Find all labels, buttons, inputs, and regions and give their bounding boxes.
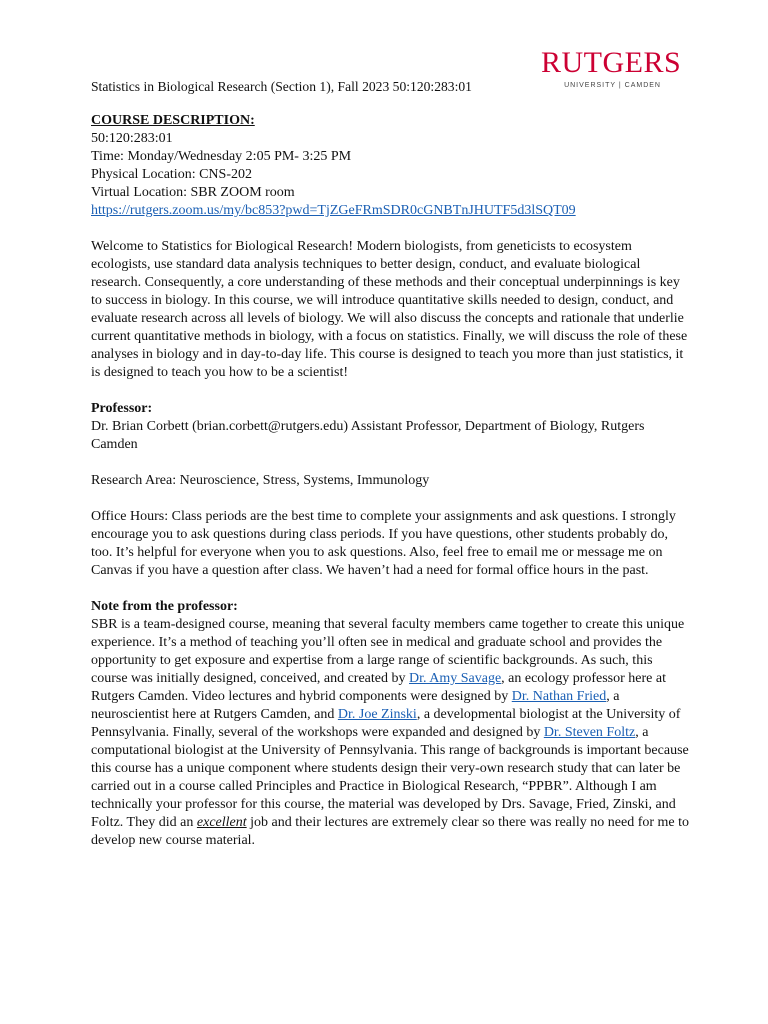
- course-header-line: Statistics in Biological Research (Section 1), Fall 2023 50:120:283:01: [91, 79, 472, 94]
- rutgers-camden-logo: [541, 46, 682, 90]
- link-nathan-fried[interactable]: Dr. Nathan Fried: [511, 689, 607, 704]
- spacer: [91, 580, 691, 598]
- spacer: [91, 382, 691, 400]
- note-text-3: , a neuroscientist here at Rutgers Camden, and: [91, 689, 620, 722]
- professor-title: Professor:: [91, 401, 153, 416]
- research-area: Research Area: Neuroscience, Stress, Systems, Immunology: [91, 473, 430, 488]
- note-text-2: , an ecology professor here at Rutgers Camden. Video lectures and hybrid components were designed by: [91, 671, 666, 704]
- emphasis-excellent: excellent: [196, 815, 247, 830]
- document-body: [91, 112, 691, 850]
- note-paragraph: [91, 616, 691, 850]
- note-title: Note from the professor:: [91, 599, 238, 614]
- course-time: Time: Monday/Wednesday 2:05 PM- 3:25 PM: [91, 149, 352, 164]
- spacer: [91, 220, 691, 238]
- note-text-1: SBR is a team-designed course, meaning that several faculty members came together to create this unique experience. It’s a method of teaching you’ll often see in medical and graduate school and provides the opportunity to get exposure and expertise from a large range of scientific backgrounds. As such, this course was initially designed, conceived, and created by: [91, 617, 685, 686]
- welcome-paragraph: Welcome to Statistics for Biological Research! Modern biologists, from geneticists to ecosystem ecologists, use standard data analysis techniques to better design, conduct, and evaluate biological research. Consequently, a core understanding of these methods and their conceptual underpinnings is key to success in biology. In this course, we will introduce quantitative skills needed to design, conduct, and evaluate research across all levels of biology. We will also discuss the concepts and rationale that underlie current quantitative methods in biology, with a focus on statistics. Finally, we will discuss the role of these analyses in biology and in day-to-day life. This course is designed to teach you more than just statistics, it is designed to teach you how to be a scientist!: [91, 239, 688, 380]
- spacer: [91, 490, 691, 508]
- link-joe-zinski[interactable]: Dr. Joe Zinski: [337, 707, 417, 722]
- logo-subtitle: UNIVERSITY | CAMDEN: [564, 82, 661, 89]
- virtual-location: Virtual Location: SBR ZOOM room: [91, 185, 295, 200]
- spacer: [91, 454, 691, 472]
- professor-description: Dr. Brian Corbett (brian.corbett@rutgers.edu) Assistant Professor, Department of Biology, Rutgers Camden: [91, 419, 645, 452]
- physical-location: Physical Location: CNS-202: [91, 167, 252, 182]
- zoom-link[interactable]: https://rutgers.zoom.us/my/bc853?pwd=TjZGeFRmSDR0cGNBTnJHUTF5d3lSQT09: [91, 203, 576, 218]
- logo-wordmark: RUTGERS: [541, 46, 682, 79]
- course-description-title: COURSE DESCRIPTION:: [91, 113, 255, 128]
- note-text-4: , a developmental biologist at the University of Pennsylvania. Finally, several of the workshops were expanded and designed by: [91, 707, 681, 740]
- note-text-5: , a computational biologist at the University of Pennsylvania. This range of backgrounds is important because this course has a unique component where students design their very-own research study that can later be carried out in a course called Principles and Practice in Biological Research, “PPBR”. Although I am technically your professor for this course, the material was developed by Drs. Savage, Fried, Zinski, and Foltz. They did an: [91, 725, 689, 830]
- course-code: 50:120:283:01: [91, 131, 173, 146]
- office-hours: Office Hours: Class periods are the best time to complete your assignments and ask questions. I strongly encourage you to ask questions during class periods. If you have questions, other students probably do, too. It’s helpful for everyone when you to ask questions. Also, feel free to email me or message me on Canvas if you have a question after class. We haven’t had a need for formal office hours in the past.: [91, 509, 676, 578]
- link-steven-foltz[interactable]: Dr. Steven Foltz: [543, 725, 636, 740]
- link-amy-savage[interactable]: Dr. Amy Savage: [409, 671, 502, 686]
- note-text-6: job and their lectures are extremely clear so there was really no need for me to develop new course material.: [91, 815, 690, 848]
